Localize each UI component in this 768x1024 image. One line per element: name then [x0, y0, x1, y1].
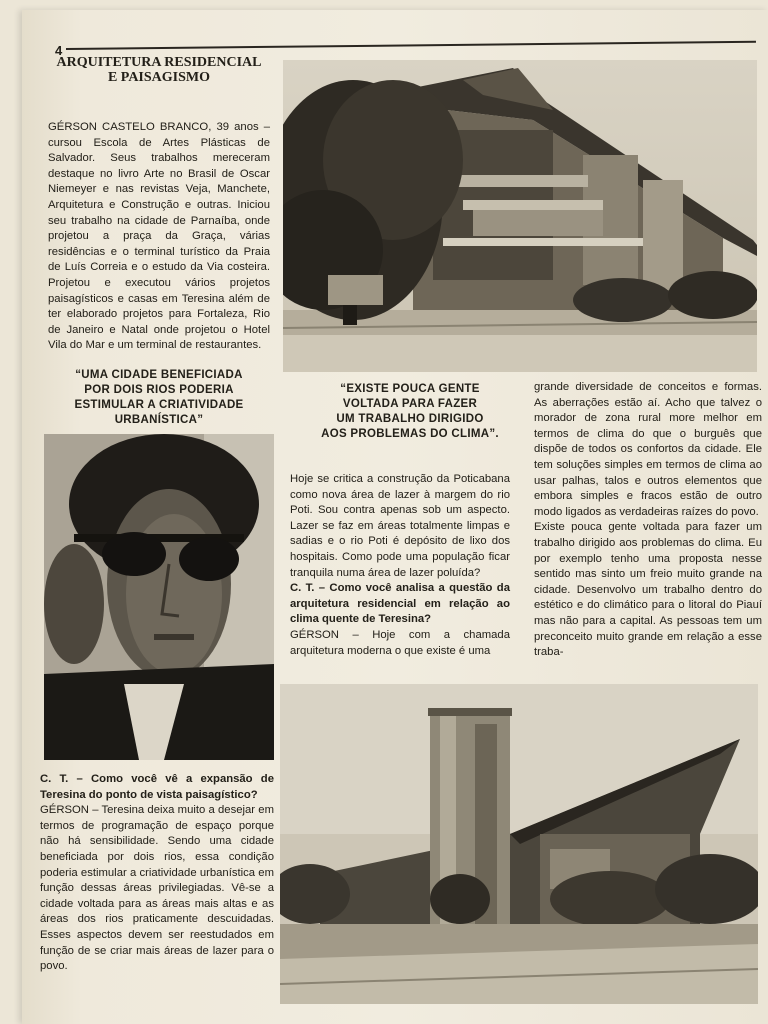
pullquote-center-line-4: AOS PROBLEMAS DO CLIMA”. [321, 428, 499, 440]
headline-line-2: E PAISAGISMO [107, 70, 211, 85]
column-left-qa [40, 772, 274, 975]
middle-paragraph-poticabana: Hoje se critica a construção da Poticabana como nova área de lazer à margem do rio Poti. Sou contra apenas sob um aspecto. Lazer se faz em áreas totalmente limpas e sadias e o rio Poti é depósito de lixo dos hospitais. Como pode uma população ficar tranquila numa área de lazer poluída? [290, 473, 510, 579]
page-number: 4 [55, 43, 63, 58]
house-photo [283, 60, 757, 372]
pullquote-center [290, 382, 530, 442]
answer-landscape: GÉRSON – Teresina deixa muito a desejar em termos de programação de espaço porque não há sensibilidade. Sendo uma cidade beneficiada por dois rios, essa condição poderia estimular a criatividade urbanística em função dessas áreas privilegiadas. Vê-se a cidade voltada para as áreas mais altas e as áreas dos rios praticamente descuidadas. Esses aspectos devem ser reestudados em função de se criar mais áreas de lazer para o povo. [40, 804, 274, 973]
pullquote-left-line-2: POR DOIS RIOS PODERIA [84, 384, 234, 396]
question-landscape: C. T. – Como você vê a expansão de Teresina do ponto de vista paisagístico? [40, 773, 274, 801]
building-photo [280, 684, 758, 1004]
pullquote-center-line-3: UM TRABALHO DIRIGIDO [336, 413, 484, 425]
pullquote-left-line-1: “UMA CIDADE BENEFICIADA [75, 369, 243, 381]
pullquote-left [48, 368, 270, 428]
headline-line-1: ARQUITETURA RESIDENCIAL [56, 55, 262, 70]
column-middle [290, 472, 510, 659]
right-paragraph-1: grande diversidade de conceitos e formas. As aberrações estão aí. Acho que talvez o morador de zona rural more melhor em termos de clima do que o burguês que dispõe de todos os confortos da cidade. Ele tem soluções simples em termos de clima ao usar palhas, talos e outros elementos que embora simples e fracos estão de outro modo ligados as verdadeiras raízes do povo. [534, 381, 762, 518]
answer-climate-start: GÉRSON – Hoje com a chamada arquitetura moderna o que existe é uma [290, 628, 510, 657]
intro-text: GÉRSON CASTELO BRANCO, 39 anos – cursou Escola de Artes Plásticas de Salvador. Seus trabalhos mereceram destaque no livro Arte no Brasil de Oscar Niemeyer e nas revistas Veja, Manchete, Arquitetura e Construção e outras. Iniciou seu trabalho na cidade de Parnaíba, onde projetou a praça da Graça, várias residências e o terminal turístico da Praia de Luís Correia e o estudo da Via costeira. Projetou e executou vários projetos paisagísticos e casas em Teresina além de ter elaborado projetos para Fortaleza, Rio de Janeiro e Natal onde projetou o Hotel Vila do Mar e um terminal de restaurantes. [48, 121, 270, 352]
intro-paragraph [48, 120, 270, 354]
column-right [534, 380, 762, 661]
portrait-photo [44, 434, 274, 760]
house-photo-illustration [283, 60, 757, 372]
pullquote-left-line-4: URBANÍSTICA” [114, 414, 204, 426]
question-climate: C. T. – Como você analisa a questão da arquitetura residencial em relação ao clima quente de Teresina? [290, 582, 510, 626]
right-paragraph-2: Existe pouca gente voltada para fazer um trabalho dirigido aos problemas do clima. Eu por exemplo tenho uma proposta nesse sentido mas sinto um freio muito grande na cidade. Desenvolvo um trabalho dentro do estético e do climático para o litoral do Piauí mas não para a capital. As pessoas tem um preconceito muito grande em relação a esse traba- [534, 521, 762, 659]
article-headline [48, 55, 270, 85]
pullquote-center-line-2: VOLTADA PARA FAZER [342, 398, 478, 410]
pullquote-left-line-3: ESTIMULAR A CRIATIVIDADE [74, 399, 244, 411]
pullquote-center-line-1: “EXISTE POUCA GENTE [340, 383, 480, 395]
building-photo-illustration [280, 684, 758, 1004]
portrait-illustration [44, 434, 274, 760]
